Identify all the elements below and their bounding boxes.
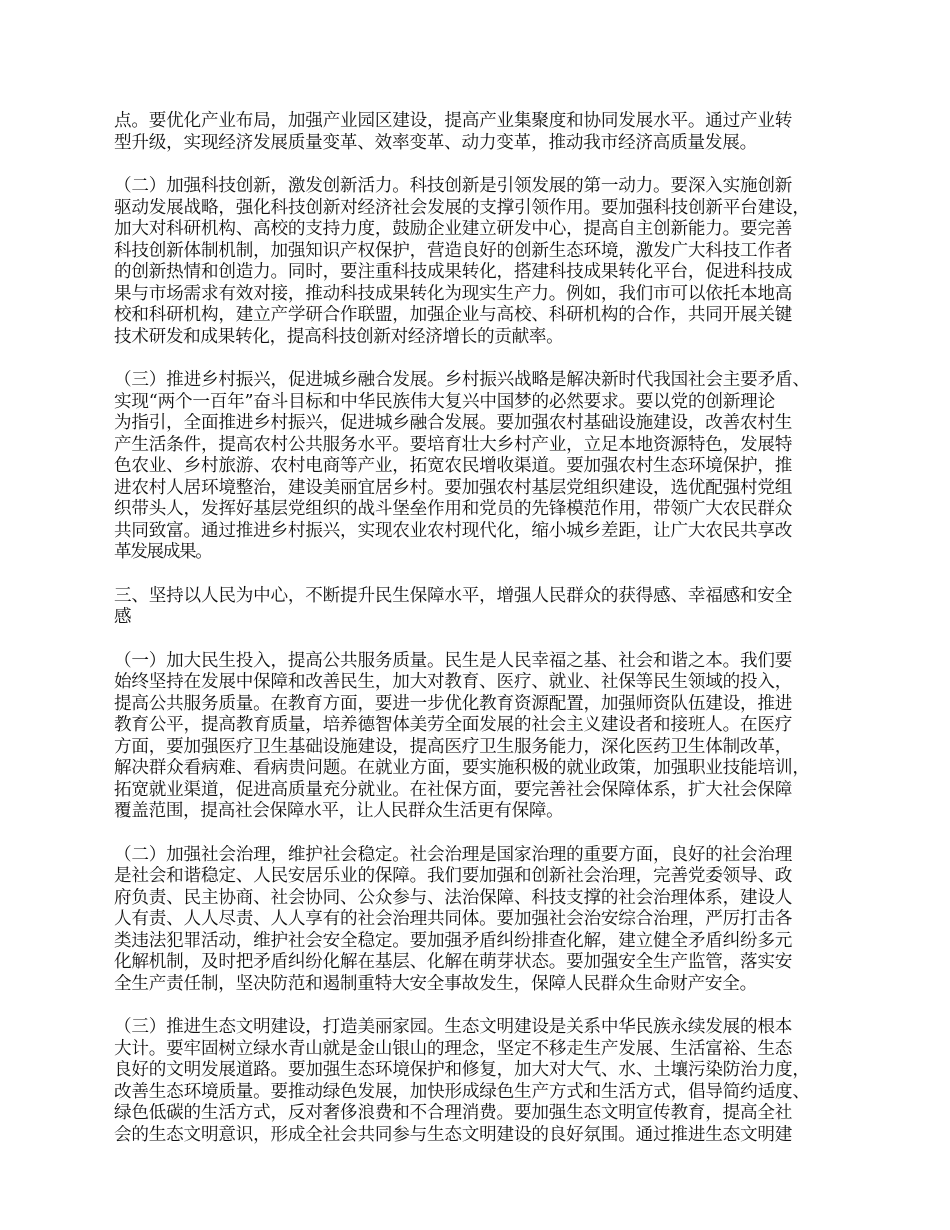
paragraph [114, 370, 844, 564]
text-line: 共同致富。通过推进乡村振兴，实现农业农村现代化，缩小城乡差距，让广大农民共享改 [114, 520, 793, 541]
paragraph [114, 176, 844, 348]
text-line: 感 [114, 607, 124, 627]
text-line: 点。要优化产业布局，加强产业园区建设，提高产业集聚度和协同发展水平。通过产业转 [114, 111, 793, 131]
text-line: 产生活条件，提高农村公共服务水平。要培育壮大乡村产业，立足本地资源特色，发展特 [114, 434, 793, 455]
text-line: 色农业、乡村旅游、农村电商等产业，拓宽农民增收渠道。要加强农村生态环境保护，推 [114, 456, 793, 476]
text-line: 的创新热情和创造力。同时，要注重科技成果转化，搭建科技成果转化平台，促进科技成 [114, 262, 793, 282]
text-line: 技术研发和成果转化，提高科技创新对经济增长的贡献率。 [114, 326, 564, 347]
paragraph [114, 1017, 844, 1146]
text-line: 良好的文明发展道路。要加强生态环境保护和修复，加大对大气、水、土壤污染防治力度， [114, 1060, 810, 1080]
text-line: 为指引，全面推进乡村振兴，促进城乡融合发展。要加强农村基础设施建设，改善农村生 [114, 413, 793, 433]
paragraph [114, 111, 844, 154]
text-line: 府负责、民主协商、社会协同、公众参与、法治保障、科技支撑的社会治理体系，建设人 [114, 887, 793, 908]
section-heading [114, 586, 844, 629]
text-line: （一）加大民生投入，提高公共服务质量。民生是人民幸福之基、社会和谐之本。我们要 [114, 650, 793, 671]
text-line: 覆盖范围，提高社会保障水平，让人民群众生活更有保障。 [114, 801, 564, 821]
text-line: 教育公平，提高教育质量，培养德智体美劳全面发展的社会主义建设者和接班人。在医疗 [114, 715, 793, 735]
text-line: （二）加强科技创新，激发创新活力。科技创新是引领发展的第一动力。要深入实施创新 [114, 176, 793, 196]
document-body [114, 111, 844, 1168]
text-line: 类违法犯罪活动，维护社会安全稳定。要加强矛盾纠纷排查化解，建立健全矛盾纠纷多元 [114, 930, 793, 951]
text-line: 人有责、人人尽责、人人享有的社会治理共同体。要加强社会治安综合治理，严厉打击各 [114, 909, 793, 929]
text-line: 始终坚持在发展中保障和改善民生，加大对教育、医疗、就业、社保等民生领域的投入， [114, 672, 793, 692]
text-line: 织带头人，发挥好基层党组织的战斗堡垒作用和党员的先锋模范作用，带领广大农民群众 [114, 499, 793, 519]
text-line: 型升级，实现经济发展质量变革、效率变革、动力变革，推动我市经济高质量发展。 [114, 132, 757, 153]
text-line: 大计。要牢固树立绿水青山就是金山银山的理念，坚定不移走生产发展、生活富裕、生态 [114, 1038, 793, 1059]
text-line: 改善生态环境质量。要推动绿色发展，加快形成绿色生产方式和生活方式，倡导简约适度、 [114, 1081, 810, 1102]
text-line: 是社会和谐稳定、人民安居乐业的保障。我们要加强和创新社会治理，完善党委领导、政 [114, 866, 793, 886]
text-line: （二）加强社会治理，维护社会稳定。社会治理是国家治理的重要方面，良好的社会治理 [114, 844, 793, 865]
text-line: 化解机制，及时把矛盾纠纷化解在基层、化解在萌芽状态。要加强安全生产监管，落实安 [114, 952, 793, 972]
text-line: （三）推进乡村振兴，促进城乡融合发展。乡村振兴战略是解决新时代我国社会主要矛盾、 [114, 370, 810, 390]
text-line: 解决群众看病难、看病贵问题。在就业方面，要实施积极的就业政策，加强职业技能培训， [114, 758, 810, 778]
text-line: 提高公共服务质量。在教育方面，要进一步优化教育资源配置，加强师资队伍建设，推进 [114, 693, 793, 714]
text-line: 加大对科研机构、高校的支持力度，鼓励企业建立研发中心，提高自主创新能力。要完善 [114, 219, 793, 239]
text-line: 革发展成果。 [114, 542, 212, 562]
text-line: （三）推进生态文明建设，打造美丽家园。生态文明建设是关系中华民族永续发展的根本 [114, 1017, 793, 1037]
text-line: 方面，要加强医疗卫生基础设施建设，提高医疗卫生服务能力，深化医药卫生体制改革， [114, 736, 793, 757]
text-line: 果与市场需求有效对接，推动科技成果转化为现实生产力。例如，我们市可以依托本地高 [114, 283, 793, 304]
text-line: 绿色低碳的生活方式，反对奢侈浪费和不合理消费。要加强生态文明宣传教育，提高全社 [114, 1103, 793, 1123]
text-line: 科技创新体制机制，加强知识产权保护，营造良好的创新生态环境，激发广大科技工作者 [114, 240, 793, 261]
text-line: 驱动发展战略，强化科技创新对经济社会发展的支撑引领作用。要加强科技创新平台建设， [114, 197, 810, 218]
paragraph [114, 845, 844, 996]
paragraph [114, 651, 844, 823]
text-line: 进农村人居环境整治，建设美丽宜居乡村。要加强农村基层党组织建设，选优配强村党组 [114, 477, 793, 498]
text-line: 拓宽就业渠道，促进高质量充分就业。在社保方面，要完善社会保障体系，扩大社会保障 [114, 779, 793, 800]
text-line: 校和科研机构，建立产学研合作联盟，加强企业与高校、科研机构的合作，共同开展关键 [114, 305, 793, 325]
text-line: 会的生态文明意识，形成全社会共同参与生态文明建设的良好氛围。通过推进生态文明建 [114, 1124, 793, 1145]
text-line: 全生产责任制，坚决防范和遏制重特大安全事故发生，保障人民群众生命财产安全。 [114, 973, 757, 994]
text-line: 实现“两个一百年”奋斗目标和中华民族伟大复兴中国梦的必然要求。要以党的创新理论 [114, 391, 775, 412]
text-line: 三、坚持以人民为中心，不断提升民生保障水平，增强人民群众的获得感、幸福感和安全 [114, 585, 793, 606]
